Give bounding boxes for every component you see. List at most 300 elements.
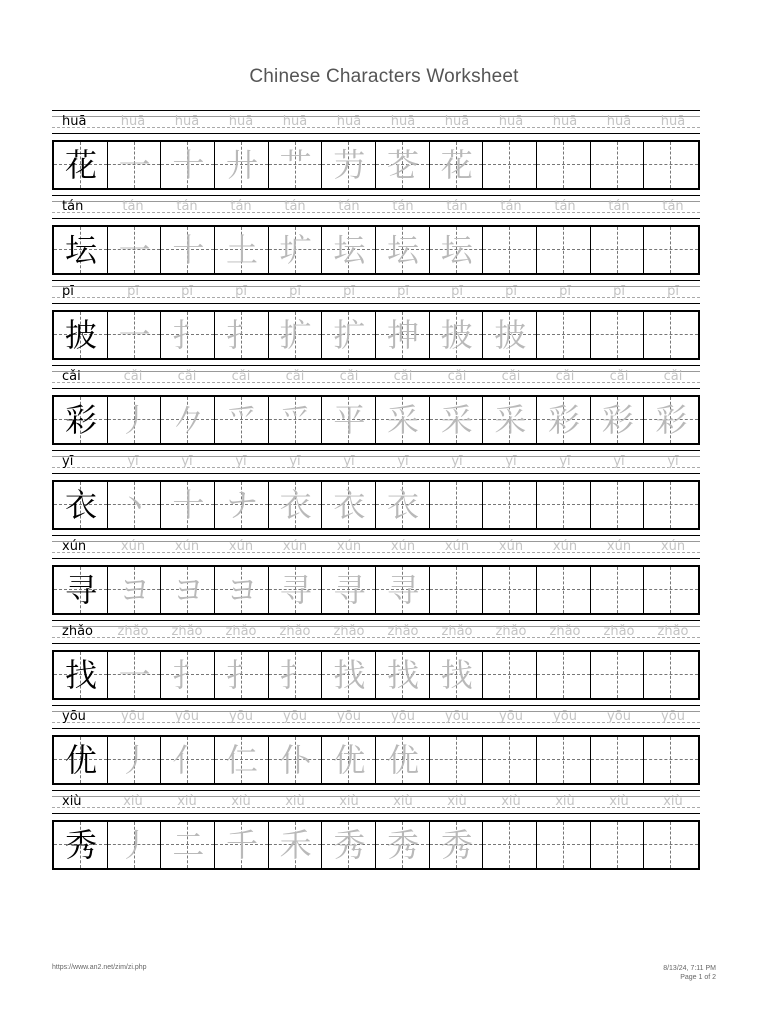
practice-cell[interactable] bbox=[376, 227, 430, 273]
practice-cell[interactable] bbox=[644, 822, 698, 868]
practice-cell[interactable] bbox=[376, 822, 430, 868]
practice-cell[interactable] bbox=[322, 482, 376, 528]
pinyin-trace: cǎi bbox=[501, 369, 521, 384]
practice-cell[interactable] bbox=[269, 397, 323, 443]
pinyin-trace: zhǎo bbox=[549, 624, 581, 639]
stroke-trace-character: 一 bbox=[118, 316, 151, 354]
stroke-trace-character: 采 bbox=[387, 401, 420, 439]
model-character: 花 bbox=[64, 146, 97, 184]
pinyin-label: yōu bbox=[62, 709, 86, 724]
practice-cell[interactable] bbox=[376, 397, 430, 443]
practice-cell[interactable] bbox=[430, 397, 484, 443]
stroke-trace-character: ヨ bbox=[226, 571, 259, 609]
pinyin-trace: yōu bbox=[283, 709, 307, 724]
practice-cell[interactable] bbox=[215, 652, 269, 698]
stroke-trace-character: 扩 bbox=[279, 316, 312, 354]
pinyin-trace: huā bbox=[282, 114, 308, 129]
pinyin-label: yī bbox=[62, 454, 74, 469]
pinyin-trace: cǎi bbox=[285, 369, 305, 384]
character-row bbox=[52, 535, 700, 620]
practice-cell[interactable] bbox=[322, 822, 376, 868]
pinyin-trace: yī bbox=[505, 454, 517, 469]
stroke-trace-character: 坛 bbox=[387, 231, 420, 269]
pinyin-trace: yī bbox=[181, 454, 193, 469]
pinyin-trace: xún bbox=[282, 539, 308, 554]
stroke-trace-character: 仁 bbox=[226, 741, 259, 779]
model-character: 秀 bbox=[64, 826, 97, 864]
pinyin-trace: yōu bbox=[445, 709, 469, 724]
pinyin-trace: huā bbox=[228, 114, 254, 129]
practice-cell[interactable] bbox=[161, 822, 215, 868]
pinyin-trace: xún bbox=[174, 539, 200, 554]
footer-meta bbox=[663, 964, 716, 982]
stroke-trace-character: 披 bbox=[494, 316, 527, 354]
model-character: 彩 bbox=[64, 401, 97, 439]
practice-cell[interactable] bbox=[430, 482, 484, 528]
pinyin-trace: cǎi bbox=[447, 369, 467, 384]
character-row bbox=[52, 450, 700, 535]
practice-cell[interactable] bbox=[108, 397, 162, 443]
pinyin-trace: huā bbox=[120, 114, 146, 129]
pinyin-trace: xiù bbox=[663, 794, 683, 809]
practice-cell[interactable] bbox=[537, 822, 591, 868]
stroke-trace-character: 十 bbox=[172, 231, 205, 269]
stroke-trace-character: 抻 bbox=[387, 316, 420, 354]
pinyin-trace: tán bbox=[554, 199, 576, 214]
stroke-trace-character: ヨ bbox=[172, 571, 205, 609]
practice-cell[interactable] bbox=[161, 397, 215, 443]
practice-cell[interactable] bbox=[108, 652, 162, 698]
stroke-trace-character: 一 bbox=[118, 146, 151, 184]
pinyin-trace: yōu bbox=[607, 709, 631, 724]
practice-cell[interactable] bbox=[483, 482, 537, 528]
practice-cell[interactable] bbox=[108, 227, 162, 273]
practice-cell[interactable] bbox=[322, 567, 376, 613]
practice-cell[interactable] bbox=[108, 567, 162, 613]
pinyin-trace: pī bbox=[343, 284, 355, 299]
model-character: 披 bbox=[64, 316, 97, 354]
pinyin-trace: xún bbox=[660, 539, 686, 554]
practice-cell[interactable] bbox=[161, 482, 215, 528]
pinyin-trace: huā bbox=[336, 114, 362, 129]
stroke-trace-character: ナ bbox=[226, 486, 259, 524]
practice-cell[interactable] bbox=[215, 482, 269, 528]
practice-cell[interactable] bbox=[215, 312, 269, 358]
pinyin-trace: zhǎo bbox=[603, 624, 635, 639]
practice-cell[interactable] bbox=[644, 397, 698, 443]
practice-cell[interactable] bbox=[108, 737, 162, 783]
practice-cell[interactable] bbox=[269, 737, 323, 783]
practice-cell[interactable] bbox=[108, 142, 162, 188]
practice-cell[interactable] bbox=[644, 227, 698, 273]
pinyin-label: pī bbox=[62, 284, 74, 299]
pinyin-row bbox=[52, 705, 700, 729]
pinyin-trace: zhǎo bbox=[171, 624, 203, 639]
practice-cell[interactable] bbox=[322, 397, 376, 443]
model-character: 寻 bbox=[64, 571, 97, 609]
stroke-trace-character: 彩 bbox=[548, 401, 581, 439]
stroke-trace-character: 衣 bbox=[387, 486, 420, 524]
pinyin-trace: xiù bbox=[177, 794, 197, 809]
pinyin-trace: xiù bbox=[447, 794, 467, 809]
stroke-trace-character: 一 bbox=[118, 231, 151, 269]
worksheet-title: Chinese Characters Worksheet bbox=[249, 66, 519, 87]
practice-cell[interactable] bbox=[591, 312, 645, 358]
model-character-cell bbox=[54, 822, 108, 868]
practice-cell[interactable] bbox=[644, 142, 698, 188]
pinyin-trace: xún bbox=[390, 539, 416, 554]
character-row bbox=[52, 620, 700, 705]
pinyin-trace: zhǎo bbox=[441, 624, 473, 639]
practice-cell[interactable] bbox=[591, 822, 645, 868]
pinyin-row bbox=[52, 535, 700, 559]
pinyin-trace: cǎi bbox=[555, 369, 575, 384]
pinyin-trace: xún bbox=[552, 539, 578, 554]
practice-cell[interactable] bbox=[483, 227, 537, 273]
stroke-trace-character: 十 bbox=[172, 146, 205, 184]
practice-cell[interactable] bbox=[483, 737, 537, 783]
practice-cell[interactable] bbox=[483, 652, 537, 698]
pinyin-trace: yōu bbox=[553, 709, 577, 724]
practice-grid-row bbox=[52, 565, 700, 615]
pinyin-trace: pī bbox=[613, 284, 625, 299]
practice-cell[interactable] bbox=[108, 482, 162, 528]
pinyin-trace: zhǎo bbox=[333, 624, 365, 639]
pinyin-trace: cǎi bbox=[609, 369, 629, 384]
character-row bbox=[52, 110, 700, 195]
practice-cell[interactable] bbox=[430, 142, 484, 188]
stroke-trace-character: 找 bbox=[387, 656, 420, 694]
pinyin-trace: zhǎo bbox=[225, 624, 257, 639]
pinyin-trace: xiù bbox=[231, 794, 251, 809]
stroke-trace-character: 丿 bbox=[118, 826, 151, 864]
practice-cell[interactable] bbox=[537, 397, 591, 443]
stroke-trace-character: 爫 bbox=[279, 401, 312, 439]
practice-cell[interactable] bbox=[483, 567, 537, 613]
pinyin-trace: pī bbox=[235, 284, 247, 299]
stroke-trace-character: 芀 bbox=[333, 146, 366, 184]
stroke-trace-character: 披 bbox=[440, 316, 473, 354]
pinyin-trace: tán bbox=[446, 199, 468, 214]
practice-cell[interactable] bbox=[644, 312, 698, 358]
practice-cell[interactable] bbox=[591, 737, 645, 783]
pinyin-trace: yōu bbox=[121, 709, 145, 724]
pinyin-trace: zhǎo bbox=[495, 624, 527, 639]
practice-cell[interactable] bbox=[376, 737, 430, 783]
stroke-trace-character: 丿 bbox=[118, 401, 151, 439]
pinyin-trace: yī bbox=[343, 454, 355, 469]
pinyin-trace: tán bbox=[284, 199, 306, 214]
pinyin-trace: xiù bbox=[501, 794, 521, 809]
practice-cell[interactable] bbox=[161, 652, 215, 698]
stroke-trace-character: 采 bbox=[494, 401, 527, 439]
pinyin-trace: huā bbox=[390, 114, 416, 129]
practice-cell[interactable] bbox=[269, 142, 323, 188]
pinyin-trace: yī bbox=[397, 454, 409, 469]
practice-cell[interactable] bbox=[430, 737, 484, 783]
stroke-trace-character: 坛 bbox=[333, 231, 366, 269]
practice-cell[interactable] bbox=[215, 227, 269, 273]
practice-cell[interactable] bbox=[483, 312, 537, 358]
stroke-trace-character: 优 bbox=[387, 741, 420, 779]
practice-cell[interactable] bbox=[215, 142, 269, 188]
pinyin-trace: tán bbox=[122, 199, 144, 214]
practice-cell[interactable] bbox=[591, 652, 645, 698]
practice-cell[interactable] bbox=[644, 567, 698, 613]
practice-cell[interactable] bbox=[269, 482, 323, 528]
practice-cell[interactable] bbox=[269, 312, 323, 358]
pinyin-trace: cǎi bbox=[123, 369, 143, 384]
pinyin-trace: yī bbox=[613, 454, 625, 469]
stroke-trace-character: 艹 bbox=[279, 146, 312, 184]
pinyin-trace: huā bbox=[552, 114, 578, 129]
stroke-trace-character: 丿 bbox=[118, 741, 151, 779]
pinyin-trace: huā bbox=[498, 114, 524, 129]
practice-cell[interactable] bbox=[430, 822, 484, 868]
pinyin-trace: yōu bbox=[229, 709, 253, 724]
practice-grid-row bbox=[52, 395, 700, 445]
pinyin-trace: xiù bbox=[393, 794, 413, 809]
practice-cell[interactable] bbox=[430, 567, 484, 613]
pinyin-trace: yōu bbox=[661, 709, 685, 724]
pinyin-trace: yī bbox=[235, 454, 247, 469]
stroke-trace-character: 二 bbox=[172, 826, 205, 864]
footer-page: Page 1 of 2 bbox=[680, 974, 716, 981]
stroke-trace-character: 平 bbox=[333, 401, 366, 439]
stroke-trace-character: 扌 bbox=[172, 316, 205, 354]
practice-cell[interactable] bbox=[161, 312, 215, 358]
stroke-trace-character: 禾 bbox=[279, 826, 312, 864]
pinyin-trace: xiù bbox=[339, 794, 359, 809]
practice-grid-row bbox=[52, 310, 700, 360]
pinyin-trace: zhǎo bbox=[117, 624, 149, 639]
practice-cell[interactable] bbox=[537, 227, 591, 273]
practice-cell[interactable] bbox=[322, 142, 376, 188]
stroke-trace-character: ヨ bbox=[118, 571, 151, 609]
practice-cell[interactable] bbox=[161, 142, 215, 188]
practice-cell[interactable] bbox=[537, 142, 591, 188]
pinyin-row bbox=[52, 195, 700, 219]
practice-cell[interactable] bbox=[322, 312, 376, 358]
stroke-trace-character: 采 bbox=[440, 401, 473, 439]
practice-cell[interactable] bbox=[161, 567, 215, 613]
stroke-trace-character: 彩 bbox=[601, 401, 634, 439]
pinyin-trace: tán bbox=[338, 199, 360, 214]
pinyin-trace: zhǎo bbox=[279, 624, 311, 639]
stroke-trace-character: 寻 bbox=[387, 571, 420, 609]
model-character: 坛 bbox=[64, 231, 97, 269]
stroke-trace-character: 芲 bbox=[387, 146, 420, 184]
practice-cell[interactable] bbox=[269, 227, 323, 273]
pinyin-trace: yōu bbox=[175, 709, 199, 724]
stroke-trace-character: 扌 bbox=[226, 656, 259, 694]
stroke-trace-character: 土 bbox=[226, 231, 259, 269]
pinyin-trace: yōu bbox=[391, 709, 415, 724]
pinyin-trace: xiù bbox=[285, 794, 305, 809]
model-character-cell bbox=[54, 737, 108, 783]
practice-cell[interactable] bbox=[108, 822, 162, 868]
stroke-trace-character: 优 bbox=[333, 741, 366, 779]
practice-cell[interactable] bbox=[537, 737, 591, 783]
pinyin-trace: cǎi bbox=[231, 369, 251, 384]
pinyin-trace: xiù bbox=[555, 794, 575, 809]
pinyin-trace: huā bbox=[660, 114, 686, 129]
practice-cell[interactable] bbox=[322, 652, 376, 698]
pinyin-label: huā bbox=[62, 114, 87, 129]
practice-cell[interactable] bbox=[269, 822, 323, 868]
stroke-trace-character: 爫 bbox=[226, 401, 259, 439]
pinyin-trace: tán bbox=[392, 199, 414, 214]
pinyin-trace: tán bbox=[500, 199, 522, 214]
pinyin-trace: pī bbox=[667, 284, 679, 299]
pinyin-label: tán bbox=[62, 199, 84, 214]
practice-cell[interactable] bbox=[215, 822, 269, 868]
practice-cell[interactable] bbox=[483, 822, 537, 868]
pinyin-trace: tán bbox=[662, 199, 684, 214]
character-row bbox=[52, 280, 700, 365]
practice-cell[interactable] bbox=[591, 397, 645, 443]
practice-cell[interactable] bbox=[483, 142, 537, 188]
worksheet-grid bbox=[52, 110, 700, 875]
pinyin-row bbox=[52, 280, 700, 304]
stroke-trace-character: 扌 bbox=[279, 656, 312, 694]
pinyin-trace: pī bbox=[559, 284, 571, 299]
practice-cell[interactable] bbox=[108, 312, 162, 358]
pinyin-trace: cǎi bbox=[663, 369, 683, 384]
pinyin-row bbox=[52, 365, 700, 389]
practice-grid-row bbox=[52, 820, 700, 870]
practice-cell[interactable] bbox=[215, 737, 269, 783]
character-row bbox=[52, 365, 700, 450]
pinyin-row bbox=[52, 790, 700, 814]
practice-grid-row bbox=[52, 480, 700, 530]
pinyin-trace: yī bbox=[559, 454, 571, 469]
practice-cell[interactable] bbox=[376, 312, 430, 358]
pinyin-trace: yōu bbox=[337, 709, 361, 724]
practice-cell[interactable] bbox=[644, 652, 698, 698]
practice-cell[interactable] bbox=[215, 397, 269, 443]
pinyin-trace: cǎi bbox=[393, 369, 413, 384]
character-row bbox=[52, 195, 700, 280]
practice-cell[interactable] bbox=[591, 567, 645, 613]
stroke-trace-character: 丶 bbox=[118, 486, 151, 524]
stroke-trace-character: 扌 bbox=[226, 316, 259, 354]
model-character-cell bbox=[54, 567, 108, 613]
stroke-trace-character: 圹 bbox=[279, 231, 312, 269]
practice-cell[interactable] bbox=[591, 142, 645, 188]
practice-cell[interactable] bbox=[269, 652, 323, 698]
pinyin-label: xún bbox=[62, 539, 87, 554]
pinyin-trace: pī bbox=[505, 284, 517, 299]
practice-cell[interactable] bbox=[376, 482, 430, 528]
practice-cell[interactable] bbox=[161, 737, 215, 783]
pinyin-trace: xún bbox=[336, 539, 362, 554]
pinyin-trace: tán bbox=[608, 199, 630, 214]
stroke-trace-character: 找 bbox=[333, 656, 366, 694]
practice-cell[interactable] bbox=[430, 227, 484, 273]
stroke-trace-character: 𠂊 bbox=[172, 401, 205, 439]
stroke-trace-character: 亻 bbox=[172, 741, 205, 779]
pinyin-trace: pī bbox=[451, 284, 463, 299]
stroke-trace-character: 扩 bbox=[333, 316, 366, 354]
pinyin-label: zhǎo bbox=[62, 624, 93, 639]
stroke-trace-character: 寻 bbox=[333, 571, 366, 609]
practice-cell[interactable] bbox=[483, 397, 537, 443]
stroke-trace-character: 花 bbox=[440, 146, 473, 184]
practice-cell[interactable] bbox=[376, 567, 430, 613]
pinyin-trace: xún bbox=[120, 539, 146, 554]
stroke-trace-character: 衣 bbox=[333, 486, 366, 524]
pinyin-trace: xún bbox=[228, 539, 254, 554]
model-character: 衣 bbox=[64, 486, 97, 524]
pinyin-row bbox=[52, 110, 700, 134]
stroke-trace-character: 千 bbox=[226, 826, 259, 864]
practice-cell[interactable] bbox=[537, 652, 591, 698]
practice-cell[interactable] bbox=[537, 482, 591, 528]
stroke-trace-character: 扌 bbox=[172, 656, 205, 694]
pinyin-label: xiù bbox=[62, 794, 82, 809]
practice-cell[interactable] bbox=[161, 227, 215, 273]
model-character: 优 bbox=[64, 741, 97, 779]
pinyin-row bbox=[52, 450, 700, 474]
pinyin-trace: yī bbox=[451, 454, 463, 469]
model-character-cell bbox=[54, 227, 108, 273]
stroke-trace-character: 彩 bbox=[655, 401, 688, 439]
pinyin-trace: yōu bbox=[499, 709, 523, 724]
pinyin-trace: pī bbox=[289, 284, 301, 299]
practice-grid-row bbox=[52, 735, 700, 785]
pinyin-trace: xún bbox=[606, 539, 632, 554]
practice-cell[interactable] bbox=[644, 737, 698, 783]
pinyin-trace: pī bbox=[397, 284, 409, 299]
practice-cell[interactable] bbox=[376, 652, 430, 698]
practice-cell[interactable] bbox=[537, 567, 591, 613]
practice-cell[interactable] bbox=[322, 737, 376, 783]
stroke-trace-character: 寻 bbox=[279, 571, 312, 609]
practice-cell[interactable] bbox=[537, 312, 591, 358]
stroke-trace-character: 十 bbox=[172, 486, 205, 524]
practice-cell[interactable] bbox=[376, 142, 430, 188]
model-character-cell bbox=[54, 142, 108, 188]
pinyin-trace: cǎi bbox=[339, 369, 359, 384]
stroke-trace-character: 一 bbox=[118, 656, 151, 694]
stroke-trace-character: 衣 bbox=[279, 486, 312, 524]
stroke-trace-character: 秀 bbox=[387, 826, 420, 864]
pinyin-trace: huā bbox=[174, 114, 200, 129]
pinyin-trace: huā bbox=[606, 114, 632, 129]
practice-grid-row bbox=[52, 225, 700, 275]
practice-cell[interactable] bbox=[322, 227, 376, 273]
practice-cell[interactable] bbox=[269, 567, 323, 613]
pinyin-trace: huā bbox=[444, 114, 470, 129]
footer-url: https://www.an2.net/zim/zi.php bbox=[52, 964, 147, 971]
model-character-cell bbox=[54, 652, 108, 698]
practice-cell[interactable] bbox=[430, 312, 484, 358]
pinyin-trace: zhǎo bbox=[657, 624, 689, 639]
pinyin-trace: zhǎo bbox=[387, 624, 419, 639]
practice-cell[interactable] bbox=[591, 227, 645, 273]
practice-cell[interactable] bbox=[591, 482, 645, 528]
model-character-cell bbox=[54, 482, 108, 528]
pinyin-trace: xún bbox=[444, 539, 470, 554]
pinyin-trace: cǎi bbox=[177, 369, 197, 384]
practice-cell[interactable] bbox=[215, 567, 269, 613]
pinyin-trace: pī bbox=[127, 284, 139, 299]
practice-cell[interactable] bbox=[430, 652, 484, 698]
practice-cell[interactable] bbox=[644, 482, 698, 528]
model-character: 找 bbox=[64, 656, 97, 694]
pinyin-trace: pī bbox=[181, 284, 193, 299]
